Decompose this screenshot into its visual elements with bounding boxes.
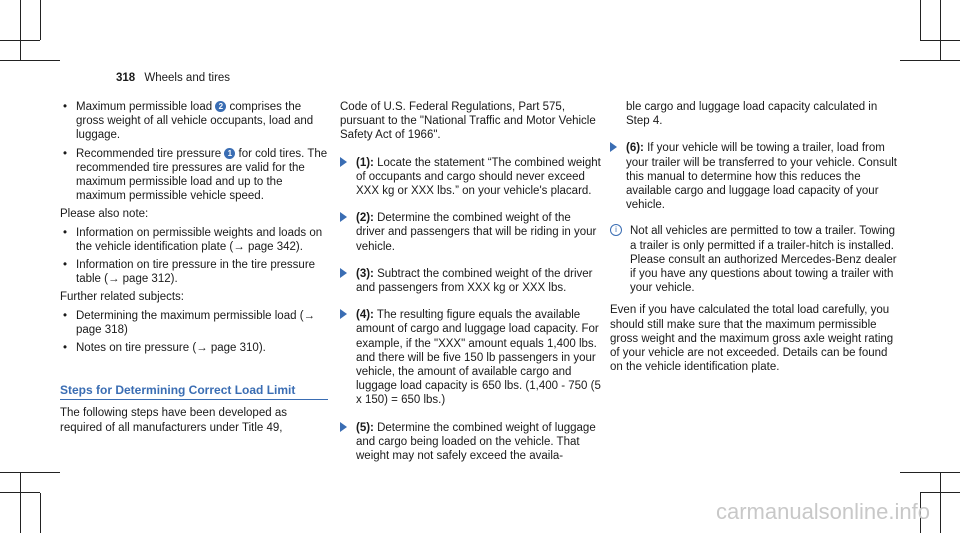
please-note: Please also note: (60, 208, 149, 221)
bullet-text: Recommended tire pressure (76, 147, 222, 160)
crop-mark-bl-v (40, 493, 41, 533)
step-text: Subtract the combined weight of the driver and passengers from XXX kg or XXX lbs. (356, 267, 593, 295)
step-label: (5): (356, 421, 374, 434)
list-item: • Notes on tire pressure (→ page 310). (60, 341, 328, 355)
list-item: • Information on permissible weights and loads on the vehicle identification plate (→ page 342). (60, 226, 328, 254)
bullet-text: for cold tires. The recommended tire pressures are valid for the maximum permissible load and up to the maximum permissible vehicle speed. (76, 147, 328, 203)
column-left (60, 100, 328, 439)
crop-mark-tl-v2 (20, 0, 21, 60)
lead-text: Code of U.S. Federal Regulations, Part 575, pursuant to the "National Traffic and Motor Vehicle Safety Act of 1966". (340, 101, 596, 142)
step-label: (4): (356, 309, 374, 322)
page-header (116, 72, 230, 84)
list-item: • Information on tire pressure in the tire pressure table (→ page 312). (60, 258, 328, 286)
step-label: (3): (356, 267, 374, 280)
section-intro: The following steps have been developed as required of all manufacturers under Title 49, (60, 407, 287, 434)
step-arrow-icon (340, 268, 347, 278)
step-arrow-icon (610, 142, 617, 152)
final-paragraph: Even if you have calculated the total load carefully, you should still make sure that the maximum permissible gross weight and the maximum gross axle weight rating of your vehicle are not exceeded. Details can be found on the vehicle identification plate. (610, 304, 894, 374)
step-label: (1): (356, 156, 374, 169)
crop-mark-tr-v (920, 0, 921, 40)
page-number: 318 (116, 72, 136, 84)
step-6 (610, 141, 900, 212)
step-text: Determine the combined weight of the driver and passengers that will be riding in your vehicle. (356, 212, 597, 253)
step-1 (340, 156, 602, 199)
crop-mark-br-h2 (900, 472, 960, 473)
crop-mark-tr-v2 (940, 0, 941, 60)
step-2 (340, 211, 602, 254)
further-subjects: Further related subjects: (60, 291, 185, 304)
column-right (610, 100, 900, 378)
list-item (60, 100, 328, 143)
crop-mark-tl-h2 (0, 60, 60, 61)
list-item: • Determining the maximum permissible load (→ page 318) (60, 309, 328, 337)
crop-mark-bl-v2 (20, 473, 21, 533)
note-text: Not all vehicles are permitted to tow a trailer. Towing a trailer is only permitted if a trailer-hitch is installed. Please consult an authorized Mercedes-Benz dealer if you have any questions about towing a trailer with your vehicle. (630, 225, 897, 295)
step-label: (6): (626, 142, 644, 155)
list-item (60, 147, 328, 204)
crop-mark-tl-v (40, 0, 41, 40)
callout-marker-icon: 1 (224, 148, 235, 159)
step-3 (340, 267, 602, 295)
column-middle (340, 100, 602, 463)
step-4 (340, 308, 602, 407)
crop-mark-tr-h2 (900, 60, 960, 61)
bullet-text: Maximum permissible load (76, 101, 213, 113)
step-text: The resulting figure equals the available amount of cargo and luggage load capacity. For example, if the "XXX" amount equals 1,400 lbs. and there will be five 150 lb passengers in your vehicle, the amount of available cargo and luggage load capacity is 650 lbs. (1,400 - 750 (5 x 150) = 650 lbs.) (356, 309, 601, 407)
info-note (610, 224, 900, 295)
section-heading: Steps for Determining Correct Load Limit (60, 383, 328, 400)
step-5 (340, 421, 602, 464)
page-title: Wheels and tires (144, 72, 231, 84)
step-label: (2): (356, 212, 374, 225)
step-arrow-icon (340, 309, 347, 319)
step-text: If your vehicle will be towing a trailer, load from your trailer will be transferred to your vehicle. Consult this manual to determine how this reduces the available cargo and luggage load capacity of your vehicle. (626, 142, 898, 212)
step-arrow-icon (340, 212, 347, 222)
step-continuation: ble cargo and luggage load capacity calculated in Step 4. (626, 101, 878, 128)
bullet-text: comprises the gross weight of all vehicle occupants, load and luggage. (76, 101, 314, 142)
crop-mark-br-v2 (940, 473, 941, 533)
crop-mark-bl-h2 (0, 472, 60, 473)
watermark: carmanualsonline.info (715, 499, 930, 524)
step-text: Determine the combined weight of luggage and cargo being loaded on the vehicle. That weight may not safely exceed the availa- (356, 421, 596, 463)
step-text: Locate the statement “The combined weight of occupants and cargo should never exceed XXX kg or XXX lbs.” on your vehicle's placard. (356, 156, 601, 198)
callout-marker-icon: 2 (215, 101, 226, 112)
step-arrow-icon (340, 157, 347, 167)
info-icon: i (610, 224, 622, 236)
step-arrow-icon (340, 422, 347, 432)
